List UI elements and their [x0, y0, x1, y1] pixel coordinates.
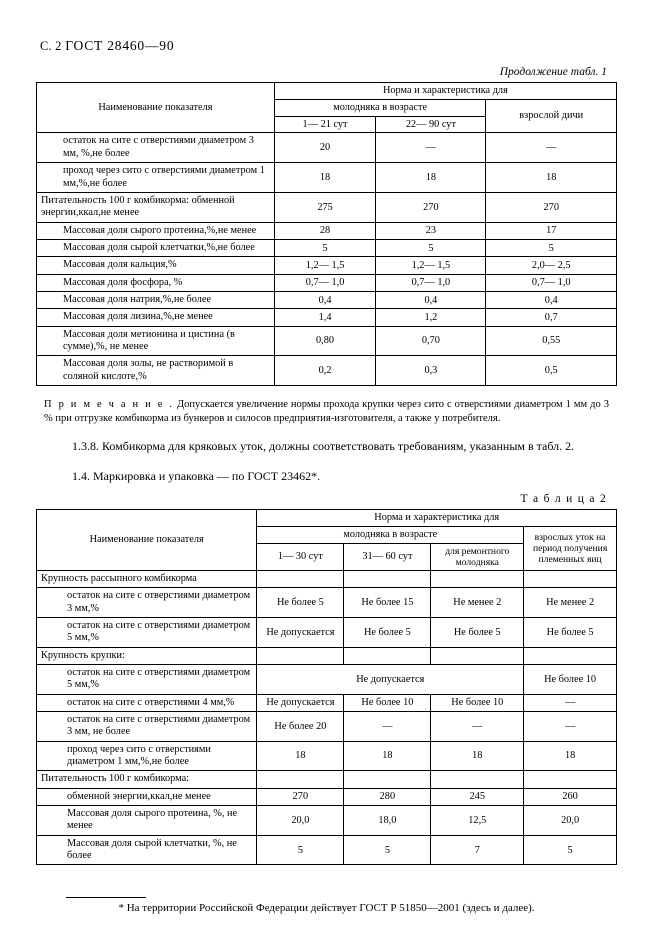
table-2-body [37, 570, 617, 865]
row-label: Питательность 100 г комбикорма: обменной энергии,ккал,не менее [37, 192, 275, 222]
row-value: 18 [376, 163, 486, 193]
row-label: Крупность рассыпного комбикорма [37, 570, 257, 587]
row-value: 260 [524, 788, 617, 805]
row-value: 1,2— 1,5 [274, 257, 376, 274]
row-value: 0,7 [486, 309, 617, 326]
table-row [37, 356, 617, 386]
row-value [431, 771, 524, 788]
footnote-divider [66, 897, 146, 898]
row-value: 0,7— 1,0 [486, 274, 617, 291]
row-value: 28 [274, 222, 376, 239]
row-value: 0,4 [274, 291, 376, 308]
row-value: 5 [257, 835, 344, 865]
row-value: 0,70 [376, 326, 486, 356]
row-value: 18 [274, 163, 376, 193]
row-value: 5 [486, 239, 617, 256]
table-row [37, 835, 617, 865]
table-row [37, 664, 617, 694]
row-value: Не более 5 [257, 588, 344, 618]
table-row [37, 771, 617, 788]
table-1 [36, 82, 617, 386]
row-value: 20 [274, 133, 376, 163]
row-value: Не более 15 [344, 588, 431, 618]
table-row [37, 239, 617, 256]
standard-number: ГОСТ 28460—90 [65, 38, 175, 53]
row-value: 0,7— 1,0 [274, 274, 376, 291]
row-label: остаток на сите с отверстиями диаметром 3 мм, %,не более [37, 133, 275, 163]
table-row [37, 309, 617, 326]
row-value: — [524, 711, 617, 741]
row-value: 18 [257, 741, 344, 771]
table-row [37, 274, 617, 291]
t1-head-col3: взрослой дичи [486, 99, 617, 133]
row-value: — [524, 694, 617, 711]
row-value: Не более 5 [431, 617, 524, 647]
row-value: 18 [486, 163, 617, 193]
row-value: — [376, 133, 486, 163]
row-value: 0,7— 1,0 [376, 274, 486, 291]
row-label: остаток на сите с отверстиями диаметром 5 мм,% [37, 664, 257, 694]
note-label: П р и м е ч а н и е . [44, 398, 175, 410]
row-label: Массовая доля фосфора, % [37, 274, 275, 291]
row-value: 2,0— 2,5 [486, 257, 617, 274]
row-value [257, 570, 344, 587]
row-value: 20,0 [524, 805, 617, 835]
t1-head-norm: Норма и характеристика для [274, 83, 616, 100]
table-row [37, 326, 617, 356]
row-value [344, 771, 431, 788]
row-value: 1,2 [376, 309, 486, 326]
row-value: Не более 10 [431, 694, 524, 711]
t1-head-young: молодняка в возрасте [274, 99, 486, 116]
row-value [257, 647, 344, 664]
row-value: 1,4 [274, 309, 376, 326]
row-value: 20,0 [257, 805, 344, 835]
row-value: 7 [431, 835, 524, 865]
row-value: 280 [344, 788, 431, 805]
row-label: остаток на сите с отверстиями диаметром 3 мм,% [37, 588, 257, 618]
table-1-body [37, 133, 617, 386]
row-value: 0,4 [486, 291, 617, 308]
row-label: Массовая доля сырой клетчатки,%,не более [37, 239, 275, 256]
page-number: С. 2 [40, 39, 62, 53]
row-value [344, 647, 431, 664]
row-value: 17 [486, 222, 617, 239]
row-value: 18,0 [344, 805, 431, 835]
row-value [524, 570, 617, 587]
page-header [40, 38, 617, 54]
row-value: 0,5 [486, 356, 617, 386]
t1-head-col2: 22— 90 сут [376, 116, 486, 133]
row-value: — [486, 133, 617, 163]
table-row [37, 588, 617, 618]
table-row [37, 805, 617, 835]
t2-head-young: молодняка в возрасте [257, 526, 524, 543]
row-value: 245 [431, 788, 524, 805]
row-value: 18 [344, 741, 431, 771]
row-value: 5 [376, 239, 486, 256]
row-value: Не допускается [257, 617, 344, 647]
row-value: 5 [344, 835, 431, 865]
table-row [37, 788, 617, 805]
table-2 [36, 509, 617, 865]
row-value: 0,2 [274, 356, 376, 386]
footnote-section [36, 879, 617, 914]
t2-head-col4: взрослых уток на период получения племенных яиц [524, 526, 617, 570]
row-label: проход через сито с отверстиями диаметром 1 мм,%,не более [37, 741, 257, 771]
row-label: Массовая доля сырого протеина,%,не менее [37, 222, 275, 239]
row-value: 0,4 [376, 291, 486, 308]
table-header-row [37, 510, 617, 527]
table-row [37, 570, 617, 587]
row-value: — [431, 711, 524, 741]
table1-continued-label: Продолжение табл. 1 [499, 66, 607, 78]
table-row [37, 163, 617, 193]
table-row [37, 694, 617, 711]
row-value: 0,3 [376, 356, 486, 386]
row-value: — [344, 711, 431, 741]
paragraph-1-3-8: 1.3.8. Комбикорма для кряковых уток, должны соответствовать требованиям, указанным в табл. 2. [72, 439, 575, 454]
row-value: 275 [274, 192, 376, 222]
table-row [37, 222, 617, 239]
paragraph-1-4: 1.4. Маркировка и упаковка — по ГОСТ 23462*. [72, 468, 321, 483]
table-row [37, 711, 617, 741]
row-value: Не менее 2 [524, 588, 617, 618]
row-label: Массовая доля лизина,%,не менее [37, 309, 275, 326]
row-value: Не более 10 [344, 694, 431, 711]
t2-head-param: Наименование показателя [37, 510, 257, 571]
row-value: 18 [431, 741, 524, 771]
t1-head-param: Наименование показателя [37, 83, 275, 133]
table-row [37, 291, 617, 308]
row-value [344, 570, 431, 587]
table-row [37, 192, 617, 222]
footnote-text: * На территории Российской Федерации действует ГОСТ Р 51850—2001 (здесь и далее). [118, 902, 535, 915]
table-header-row [37, 83, 617, 100]
row-value: 0,80 [274, 326, 376, 356]
row-label: Массовая доля сырой клетчатки, %, не более [37, 835, 257, 865]
row-label: Массовая доля золы, не растворимой в соляной кислоте,% [37, 356, 275, 386]
row-label: Крупность крупки: [37, 647, 257, 664]
row-value: Не более 5 [344, 617, 431, 647]
note-text: Допускается увеличение нормы прохода крупки через сито с отверстиями диаметром 1 мм до 3 % при отгрузке комбикорма из бункеров и силосов предприятия-изготовителя, а также у потребителя. [44, 398, 609, 425]
row-value [431, 570, 524, 587]
row-value: 270 [376, 192, 486, 222]
row-value: Не допускается [257, 694, 344, 711]
row-label: обменной энергии,ккал,не менее [37, 788, 257, 805]
row-value: 5 [524, 835, 617, 865]
row-label: остаток на сите с отверстиями 4 мм,% [37, 694, 257, 711]
row-value: Не более 10 [524, 664, 617, 694]
table-row [37, 617, 617, 647]
row-value: 270 [257, 788, 344, 805]
table-row [37, 133, 617, 163]
row-value: Не более 20 [257, 711, 344, 741]
row-label: Массовая доля метионина и цистина (в сумме),%, не менее [37, 326, 275, 356]
t2-head-col3: для ремонтного молодняка [431, 543, 524, 570]
row-value [431, 647, 524, 664]
table-row [37, 647, 617, 664]
t2-head-norm: Норма и характеристика для [257, 510, 617, 527]
row-value: 270 [486, 192, 617, 222]
row-value: 23 [376, 222, 486, 239]
row-label: Массовая доля сырого протеина, %, не менее [37, 805, 257, 835]
table-row [37, 257, 617, 274]
row-value: 18 [524, 741, 617, 771]
row-value [524, 771, 617, 788]
table2-label: Т а б л и ц а 2 [520, 493, 607, 506]
row-label: Массовая доля натрия,%,не более [37, 291, 275, 308]
row-value: 1,2— 1,5 [376, 257, 486, 274]
row-label: Массовая доля кальция,% [37, 257, 275, 274]
row-label: проход через сито с отверстиями диаметром 1 мм,%,не более [37, 163, 275, 193]
table-row [37, 741, 617, 771]
row-value [524, 647, 617, 664]
t2-head-col1: 1— 30 сут [257, 543, 344, 570]
row-value: 0,55 [486, 326, 617, 356]
table1-note [44, 398, 609, 426]
row-label: Питательность 100 г комбикорма: [37, 771, 257, 788]
row-label: остаток на сите с отверстиями диаметром 5 мм,% [37, 617, 257, 647]
row-value [257, 771, 344, 788]
t1-head-col1: 1— 21 сут [274, 116, 376, 133]
row-value: 12,5 [431, 805, 524, 835]
row-value: Не более 5 [524, 617, 617, 647]
row-value: 5 [274, 239, 376, 256]
row-value-span: Не допускается [257, 664, 524, 694]
row-label: остаток на сите с отверстиями диаметром 3 мм, не более [37, 711, 257, 741]
t2-head-col2: 31— 60 сут [344, 543, 431, 570]
row-value: Не менее 2 [431, 588, 524, 618]
